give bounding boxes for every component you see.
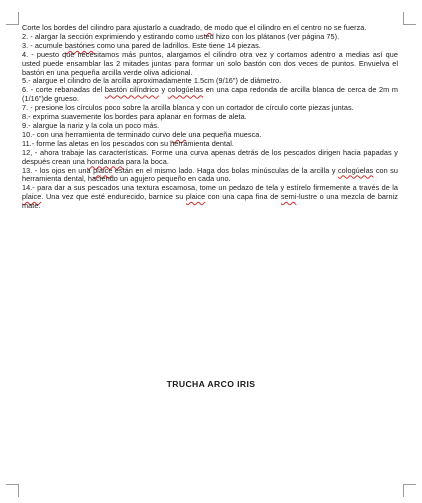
text-run: modo que el cilindro en el centro no se fuerza. [212, 23, 367, 32]
spellcheck-flagged-word: cologúelas [167, 85, 204, 95]
paragraph-line [22, 86, 398, 104]
text-run: 2. - alargar la sección exprimiendo y estirando como usted hizo con los plátanos (ver página 75). [22, 31, 340, 41]
text-run: con su herramienta dental, haciendo un agujero pequeño en cada uno. [22, 165, 398, 184]
text-run: en una capa redonda de arcilla blanca de cerca de 2m m (1/16")de grueso. [22, 85, 398, 104]
text-run: una pequeña muesca. [186, 129, 262, 139]
text-run: con una capa fina de [205, 192, 281, 202]
page-corner-mark-bottom-right [403, 484, 416, 497]
text-run: 8.- exprima suavemente los bordes para aplanar en formas de aleta. [22, 112, 247, 122]
spellcheck-flagged-word: hondanada [87, 156, 124, 166]
spellcheck-flagged-word: cologúelas [337, 165, 374, 175]
text-run: como una pared de ladrillos. Este tiene 14 piezas. [94, 40, 261, 50]
text-run: 3. - acumule [22, 40, 65, 50]
text-run: 10.- con una herramienta de terminado curvo [22, 129, 173, 139]
spellcheck-flagged-word: bastónes [64, 40, 95, 50]
text-run: 9.- alargue la nariz y la cola un poco más. [22, 120, 160, 130]
page-corner-mark-bottom-left [6, 484, 19, 497]
text-run: 7. - presione los círculos poco sobre la arcilla blanca y con un cortador de círculo corte piezas juntas. [22, 103, 354, 113]
spellcheck-flagged-word: de [204, 23, 213, 32]
text-run: -lustre o una mezcla de barniz mate. [22, 192, 398, 211]
page-corner-mark-top-left [6, 12, 19, 25]
text-run: para la boca. [123, 156, 169, 166]
text-run: . Una vez que esté endurecido, barnice su [41, 192, 186, 202]
spellcheck-flagged-word: bastón cilíndrico [104, 85, 159, 95]
text-run: y [158, 85, 168, 95]
text-run: 4. - puesto que necesitamos más puntos, alargamos el cilindro otra vez y cortamos adentro a medias así que usted puede ensamblar las 2 mitades juntas para formar un solo bastón con dos veces de puntos. Envuelva el bastón en una pequeña arcilla verde oliva adicional. [22, 49, 398, 77]
page-corner-mark-top-right [403, 12, 416, 25]
spellcheck-flagged-word: plaice [22, 192, 42, 202]
text-run: 6. - corte rebanadas del [22, 85, 105, 95]
text-run: 14.- para dar a sus pescados una textura escamosa, tome un pedazo de tela y estírelo firmemente a través de la [22, 183, 398, 193]
spellcheck-flagged-word: semi [280, 192, 297, 202]
text-run: Corte los bordes del cilindro para ajustarlo a cuadrado, [22, 23, 205, 32]
text-run: están en el mismo lado. Haga dos bolas minúsculas de la arcilla y [112, 165, 338, 175]
text-run: 12, - ahora trabaje las características. Forme una curva apenas detrás de los pescados dirigen hacia papadas y después crean una [22, 147, 398, 166]
document-body [22, 24, 398, 211]
paragraph-line [22, 184, 398, 211]
spellcheck-flagged-word: dele [172, 129, 187, 139]
text-run: 5.- alargue el cilindro de la arcilla aproximadamente 1.5cm (9/16") de diámetro. [22, 76, 282, 86]
spellcheck-flagged-word: plaice [93, 165, 113, 175]
paragraph-line [22, 149, 398, 167]
paragraph-line [22, 167, 398, 185]
section-title: TRUCHA ARCO IRIS [166, 379, 256, 389]
text-run: 13. - los ojos en una [22, 165, 94, 175]
paragraph-line [22, 51, 398, 78]
spellcheck-flagged-word: plaice [185, 192, 206, 202]
text-run: 11.- forme las aletas en los pescados con su herramienta dental. [22, 138, 234, 148]
